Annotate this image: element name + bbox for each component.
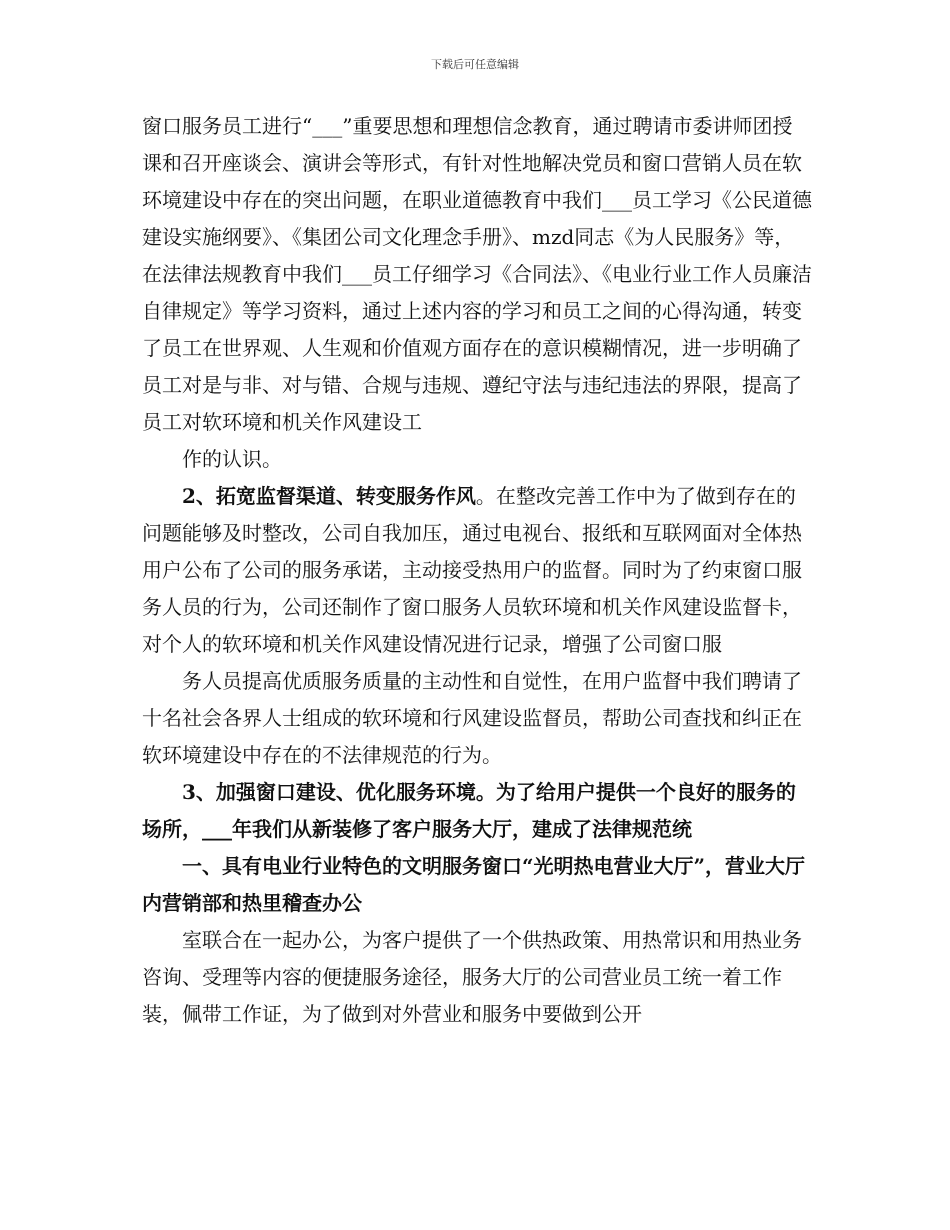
paragraph-1: 窗口服务员工进行“___”重要思想和理想信念教育，通过聘请市委讲师团授课和召开座谈会、演讲会等形式，有针对性地解决党员和窗口营销人员在软环境建设中存在的突出问题，在职业道德教育中我们___员工学习《公民道德建设实施纲要》、《集团公司文化理念手册》、mzd同志《为人民服务》等，在法律法规教育中我们___员工仔细学习《合同法》、《电业行业工作人员廉洁自律规定》等学习资料，通过上述内容的学习和员工之间的心得沟通，转变了员工在世界观、人生观和价值观方面存在的意识模糊情况，进一步明确了员工对是与非、对与错、合规与违规、遵纪守法与违纪违法的界限，提高了员工对软环境和机关作风建设工 xyxy=(142,114,812,434)
paragraph-3-heading: 2、拓宽监督渠道、转变服务作风 xyxy=(182,484,476,508)
paragraph-6: 一、具有电业行业特色的文明服务窗口“光明热电营业大厅”，营业大厅内营销部和热里稽查办公 xyxy=(142,854,806,915)
paragraph-4: 务人员提高优质服务质量的主动性和自觉性，在用户监督中我们聘请了十名社会各界人士组成的软环境和行风建设监督员，帮助公司查找和纠正在软环境建设中存在的不法律规范的行为。 xyxy=(142,669,802,767)
paragraph-3 xyxy=(142,478,812,663)
paragraph-2: 作的认识。 xyxy=(182,447,282,471)
document-body xyxy=(142,108,812,1033)
page-header: 下载后可任意编辑 xyxy=(431,58,519,71)
paragraph-7: 室联合在一起办公，为客户提供了一个供热政策、用热常识和用热业务咨询、受理等内容的便捷服务途径，服务大厅的公司营业员工统一着工作装，佩带工作证，为了做到对外营业和服务中要做到公开 xyxy=(142,928,802,1026)
paragraph-5: 3、加强窗口建设、优化服务环境。为了给用户提供一个良好的服务的场所，___年我们从新装修了客户服务大厅，建成了法律规范统 xyxy=(142,780,796,841)
paragraph-3-text: 。在整改完善工作中为了做到存在的问题能够及时整改，公司自我加压，通过电视台、报纸和互联网面对全体热用户公布了公司的服务承诺，主动接受热用户的监督。同时为了约束窗口服务人员的行为，公司还制作了窗口服务人员软环境和机关作风建设监督卡，对个人的软环境和机关作风建设情况进行记录，增强了公司窗口服 xyxy=(142,484,802,656)
